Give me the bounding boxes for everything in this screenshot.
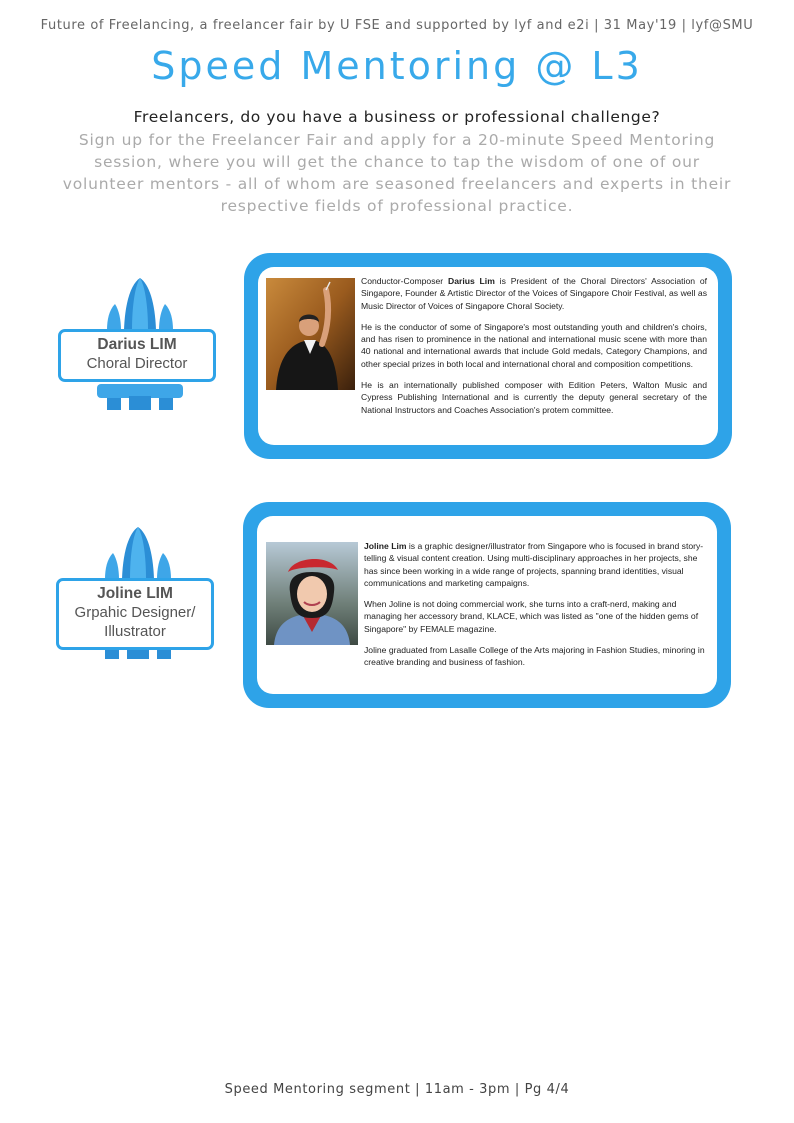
mentor-role: Illustrator [104, 623, 166, 640]
mentor-name: Darius LIM [97, 336, 177, 353]
bio-paragraph: He is the conductor of some of Singapore's most outstanding youth and children's choirs, and has risen to prominence in the national and international music scene with more than 40 national and international awards that include Gold medals, Category Champions, and other special prizes in both local and international choral and composition competitions. [361, 321, 707, 369]
mentor-bio-card [243, 502, 731, 708]
mentor-name-tag [56, 578, 214, 650]
mentor-role: Choral Director [86, 355, 188, 372]
bio-paragraph: Joline Lim is a graphic designer/illustrator from Singapore who is focused in brand story-telling & visual content creation. Using multi-disciplinary approaches in her projects, she has since been working in a wide range of projects, spanning brand identities, visual communications and marketing campaigns. [364, 541, 704, 588]
page-footer: Speed Mentoring segment | 11am - 3pm | Pg 4/4 [224, 1082, 570, 1097]
mentor-bio-panel [257, 516, 717, 694]
page-title: Speed Mentoring @ L3 [151, 44, 643, 88]
bio-paragraph: When Joline is not doing commercial work, she turns into a craft-nerd, making and managing her accessory brand, KLACE, which was listed as "one of the hidden gems of Singapore" by FEMALE magazine. [364, 599, 699, 634]
event-header: Future of Freelancing, a freelancer fair by U FSE and supported by lyf and e2i | 31 May'19 | lyf@SMU [40, 18, 754, 33]
mentor-bio-text [361, 275, 707, 425]
mentor-bio-card [244, 253, 732, 459]
intro-question: Freelancers, do you have a business or professional challenge? [133, 108, 661, 126]
bio-paragraph: Conductor-Composer Darius Lim is President of the Choral Directors' Association of Singapore, Founder & Artistic Director of the Voices of Singapore Choir Festival, as well as Music Director of Voices of Singapore Choral Society. [361, 276, 708, 311]
mentor-name-tag [58, 329, 216, 382]
bio-paragraph: Joline graduated from Lasalle College of the Arts majoring in Fashion Studies, minoring in creative branding and business of fashion. [364, 645, 705, 668]
bio-paragraph: He is an internationally published composer with Edition Peters, Walton Music and Cypress Publishing International and is currently the deputy general secretary of the National Instructors and Coaches Association's protem committee. [361, 380, 707, 415]
mentor-bio-text [364, 540, 709, 678]
mentor-role: Grpahic Designer/ [74, 604, 196, 621]
mentor-bio-panel [258, 267, 718, 445]
mentor-photo [266, 542, 358, 645]
mentor-photo [266, 278, 355, 390]
intro-body: Sign up for the Freelancer Fair and apply for a 20-minute Speed Mentoring session, where you will get the chance to tap the wisdom of one of our volunteer mentors - all of whom are seasoned freelancers and experts in their respective fields of professional practice. [62, 131, 732, 215]
mentor-name: Joline LIM [97, 585, 173, 602]
